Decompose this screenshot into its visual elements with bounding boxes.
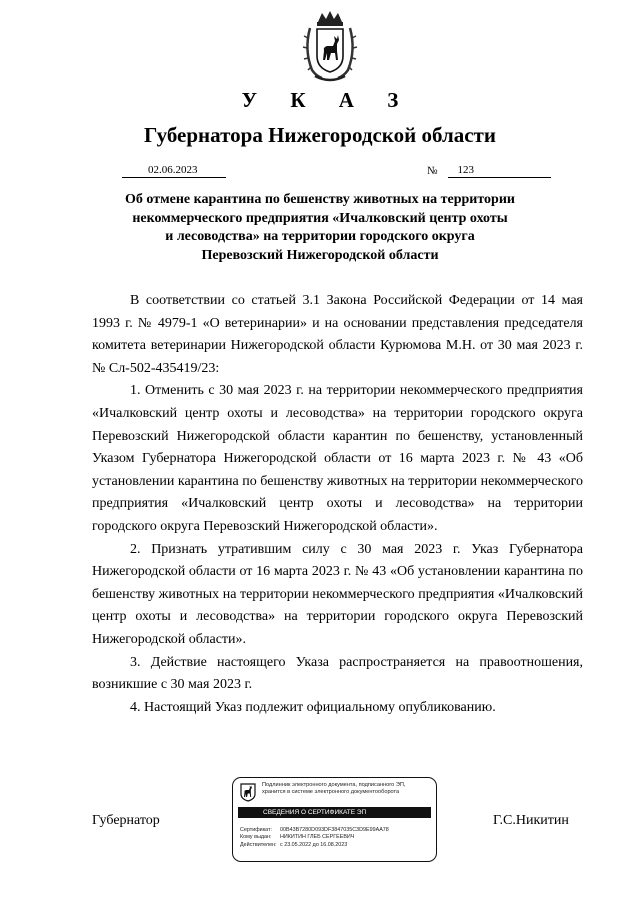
stamp-caption-line: Подлинник электронного документа, подписанного ЭП, <box>262 782 406 788</box>
document-body <box>92 290 583 719</box>
certificate-label: Сертификат: <box>240 827 273 833</box>
certificate-row <box>240 827 389 834</box>
issued-to-value: НИКИТИН ГЛЕБ СЕРГЕЕВИЧ <box>280 834 355 841</box>
validity-label: Действителен: <box>240 841 277 848</box>
validity-value: с 23.05.2022 до 16.08.2023 <box>280 841 348 848</box>
preamble-paragraph: В соответствии со статьей 3.1 Закона Российской Федерации от 14 мая 1993 г. № 4979-1 «О ветеринарии» и на основании представления председателя комитета ветеринарии Нижегородской области Курюмова М.Н. от 30 мая 2023 г. № Сл-502-435419/23: <box>92 293 583 376</box>
number-sign: № <box>427 165 438 177</box>
document-type: У К А З <box>241 88 413 112</box>
coat-of-arms-icon <box>300 10 360 84</box>
title-line: и лесоводства» на территории городского округа <box>165 229 475 244</box>
issued-to-row <box>240 834 389 841</box>
stamp-caption-line: хранится в системе электронного документооборота <box>262 789 400 795</box>
title-line: некоммерческого предприятия «Ичалковский центр охоты <box>132 210 508 226</box>
document-date: 02.06.2023 <box>122 164 226 178</box>
certificate-details <box>240 827 389 849</box>
clause-4-paragraph: 4. Настоящий Указ подлежит официальному опубликованию. <box>130 699 496 715</box>
title-line: Об отмене карантина по бешенству животных на территории <box>125 192 515 207</box>
clause-2-paragraph: 2. Признать утратившим силу с 30 мая 2023 г. Указ Губернатора Нижегородской области от 16 марта 2023 г. № 43 «Об установлении карантина по бешенству животных на территории некоммерческого предприятия «Ичалковский центр охоты и лесоводства» на территории городского округа Перевозский Нижегородской области». <box>92 541 583 647</box>
signatory-name: Г.С.Никитин <box>493 813 569 828</box>
clause-3-paragraph: 3. Действие настоящего Указа распространяется на правоотношения, возникшие с 30 мая 2023 г. <box>92 654 583 693</box>
stamp-caption <box>262 782 432 796</box>
certificate-value: 00B43B7280D093DF3847035C3D9E99AA78 <box>280 827 389 833</box>
deer-emblem-icon <box>240 783 256 802</box>
issued-to-label: Кому выдан: <box>240 834 272 841</box>
document-number-field <box>427 164 551 178</box>
stamp-header-bar: СВЕДЕНИЯ О СЕРТИФИКАТЕ ЭП <box>238 807 431 818</box>
document-title <box>95 191 545 265</box>
document-number: 123 <box>448 164 551 178</box>
validity-row <box>240 842 389 849</box>
clause-1-paragraph: 1. Отменить с 30 мая 2023 г. на территории некоммерческого предприятия «Ичалковский центр охоты и лесоводства» на территории городского округа Перевозский Нижегородской области карантин по бешенству, установленный Указом Губернатора Нижегородской области от 16 марта 2023 г. № 43 «Об установлении карантина по бешенству животных на территории некоммерческого предприятия «Ичалковский центр охоты и лесоводства» на территории городского округа Перевозский Нижегородской области». <box>92 383 583 534</box>
title-line: Перевозский Нижегородской области <box>201 247 439 263</box>
signatory-role: Губернатор <box>92 813 160 828</box>
issuer-title: Губернатора Нижегородской области <box>144 123 496 147</box>
electronic-signature-stamp <box>232 777 437 862</box>
